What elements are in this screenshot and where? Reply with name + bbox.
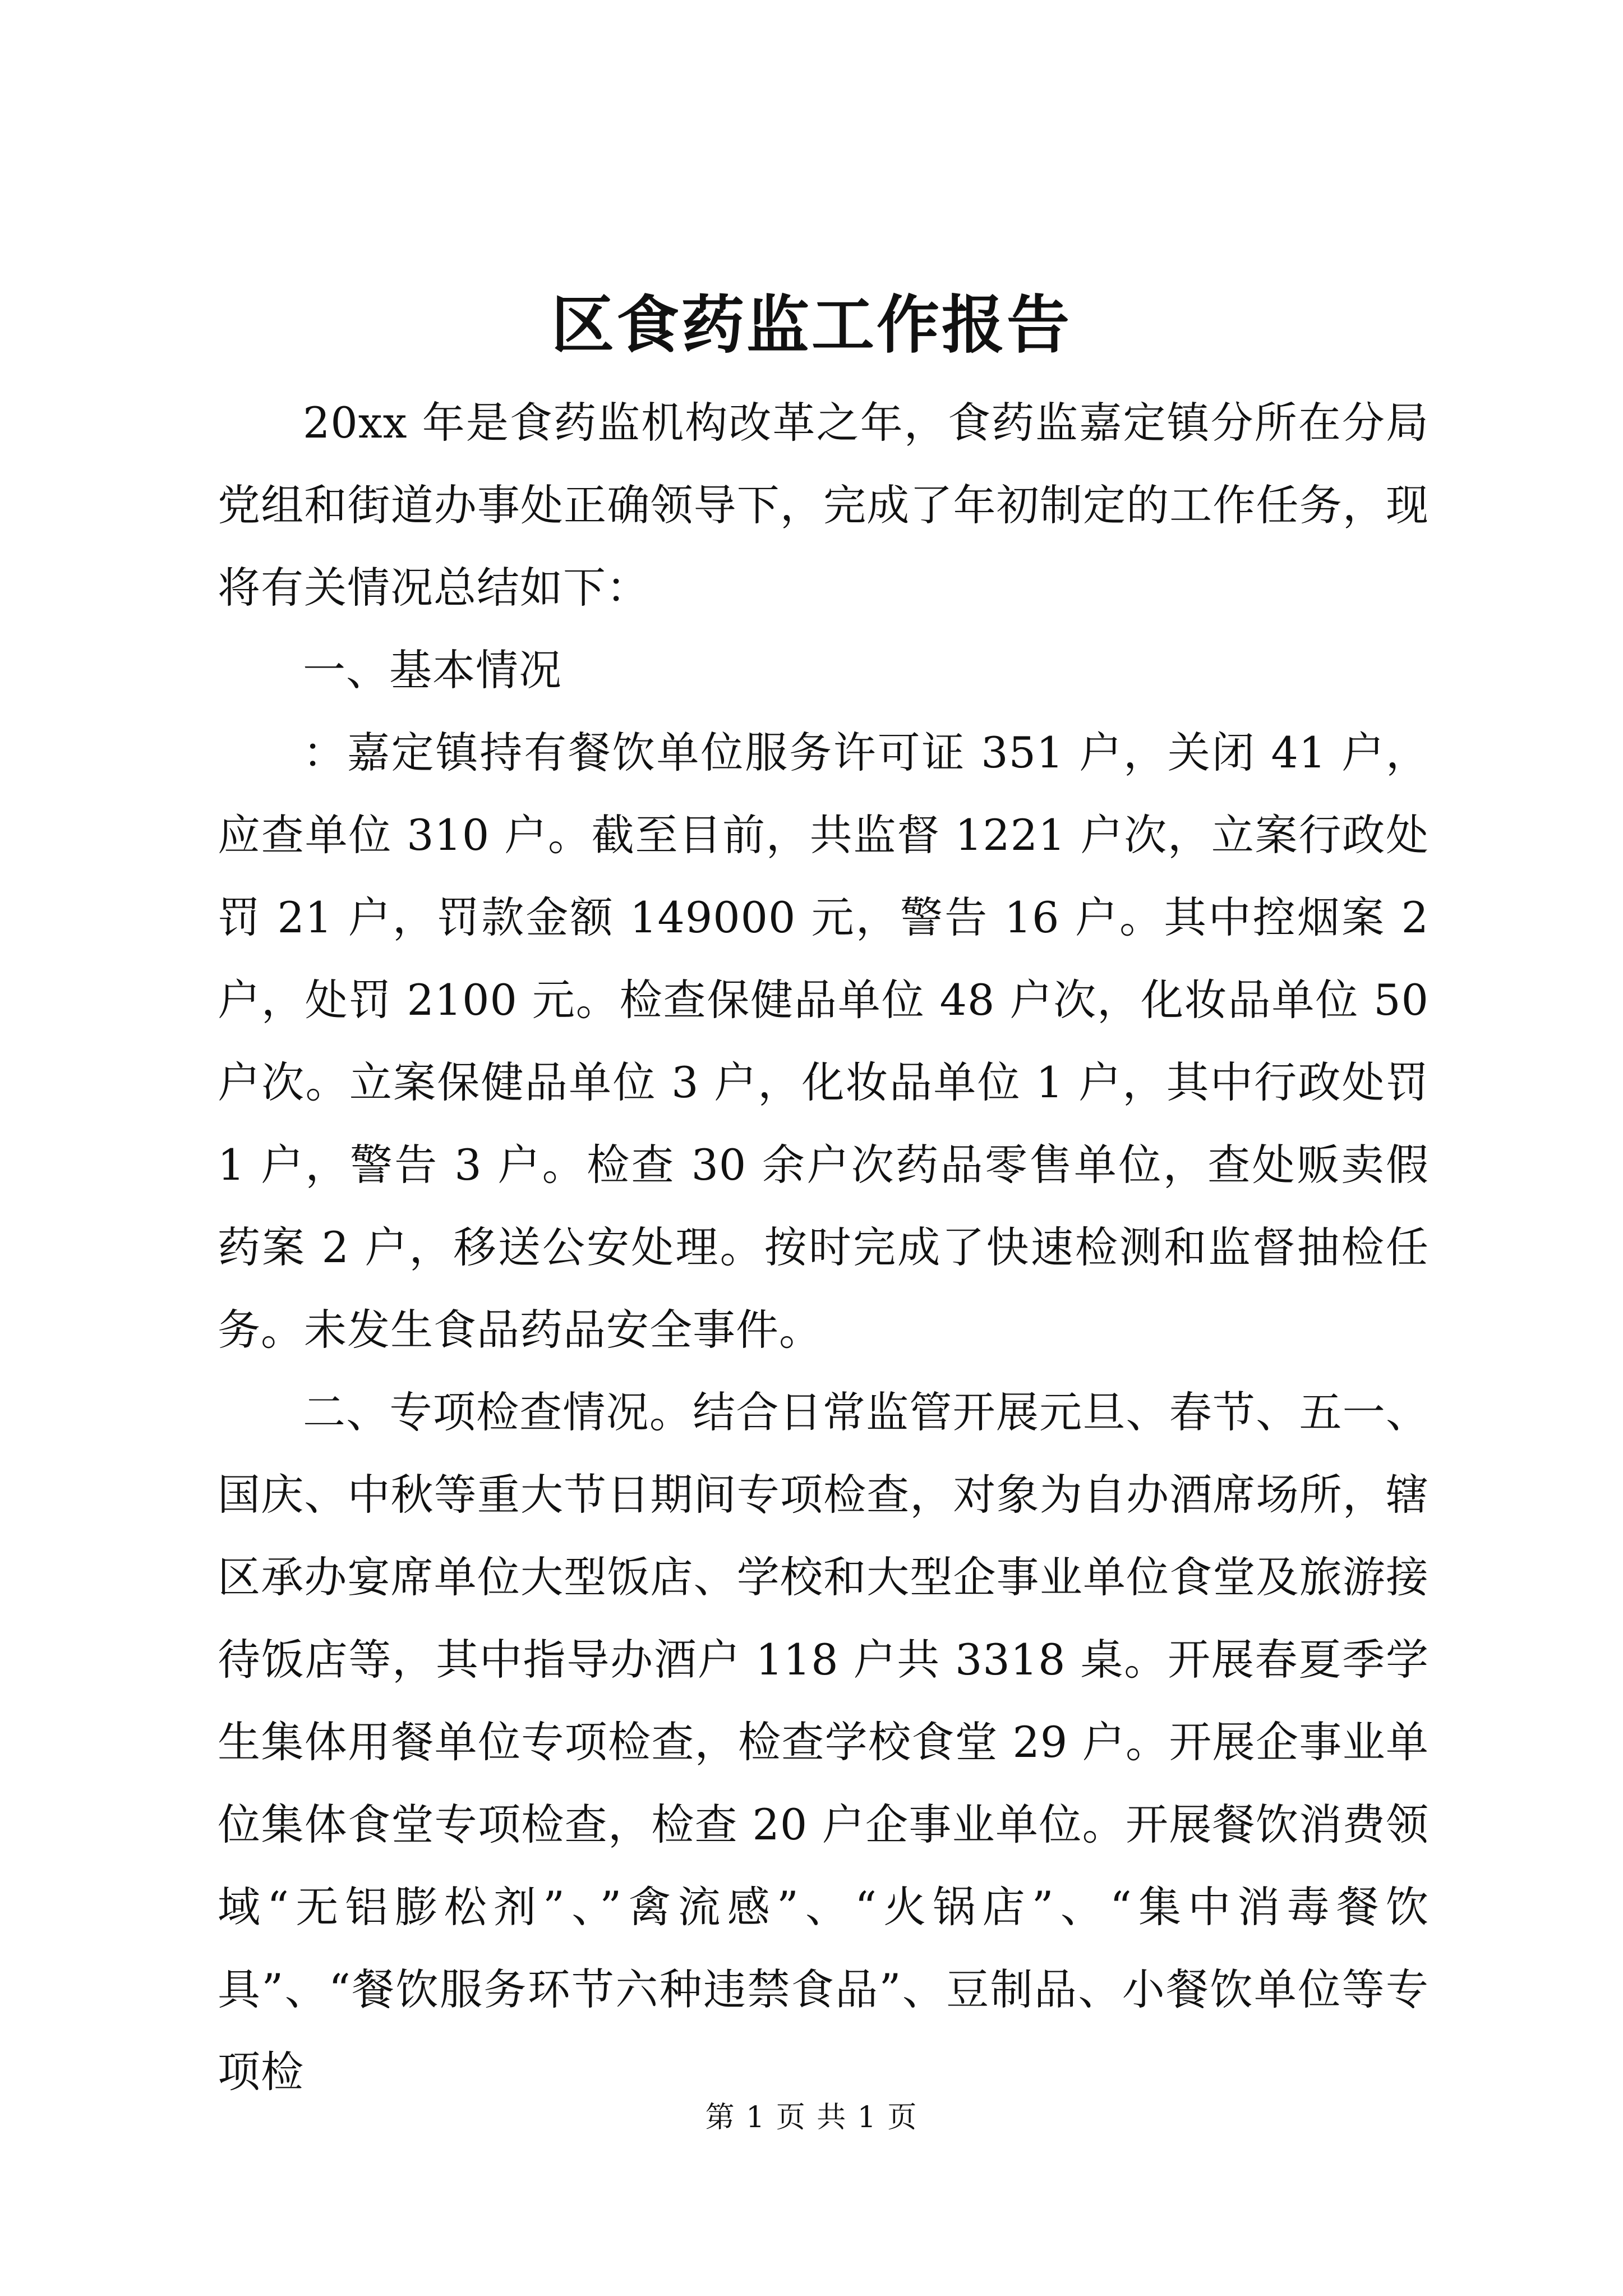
section-heading-basic: 一、基本情况 <box>303 645 562 695</box>
paragraph-intro: 20xx 年是食药监机构改革之年，食药监嘉定镇分所在分局党组和街道办事处正确领导下，完成了年初制定的工作任务，现将有关情况总结如下： <box>218 398 1429 613</box>
document-body <box>218 381 1429 2113</box>
document-title: 区食药监工作报告 <box>551 288 1072 362</box>
paragraph-basic-details: ：嘉定镇持有餐饮单位服务许可证 351 户，关闭 41 户，应查单位 310 户。截至目前，共监督 1221 户次，立案行政处罚 21 户，罚款金额 149000 元，警告 16 户。其中控烟案 2 户，处罚 2100 元。检查保健品单位 48 户次，化妆品单位 50 户次。立案保健品单位 3 户，化妆品单位 1 户，其中行政处罚 1 户，警告 3 户。检查 30 余户次药品零售单位，查处贩卖假药案 2 户，移送公安处理。按时完成了快速检测和监督抽检任务。未发生食品药品安全事件。 <box>218 728 1429 1355</box>
paragraph-special-inspections: 二、专项检查情况。结合日常监管开展元旦、春节、五一、国庆、中秋等重大节日期间专项检查，对象为自办酒席场所，辖区承办宴席单位大型饭店、学校和大型企事业单位食堂及旅游接待饭店等，其中指导办酒户 118 户共 3318 桌。开展春夏季学生集体用餐单位专项检查，检查学校食堂 29 户。开展企事业单位集体食堂专项检查，检查 20 户企事业单位。开展餐饮消费领域“无铝膨松剂”、”禽流感”、“火锅店”、“集中消毒餐饮具”、“餐饮服务环节六种违禁食品”、豆制品、小餐饮单位等专项检 <box>218 1387 1429 2097</box>
page-footer: 第 1 页 共 1 页 <box>705 2101 918 2134</box>
